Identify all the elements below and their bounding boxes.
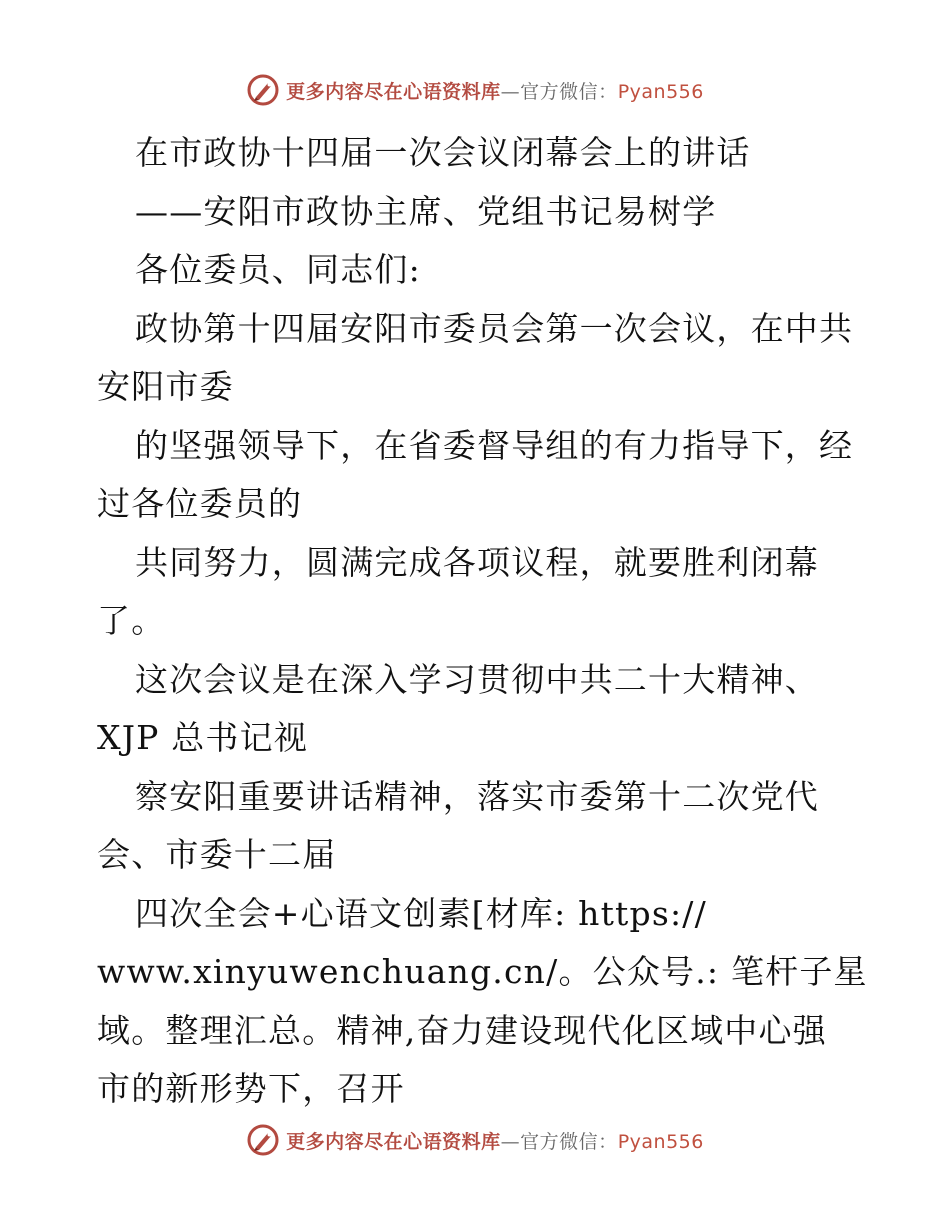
header-watermark-banner: [0, 70, 950, 110]
paragraph-line: 安阳市委: [97, 367, 234, 406]
paragraph-line: 市的新形势下，召开: [97, 1069, 405, 1108]
banner-wechat-id: Pyan556: [617, 1130, 704, 1153]
banner-site-text: 更多内容尽在心语资料库: [286, 80, 501, 103]
paragraph-line: XJP 总书记视: [97, 718, 309, 757]
paragraph-line: www.xinyuwenchuang.cn/。公众号.: 笔杆子星: [97, 952, 868, 991]
banner-site-text: 更多内容尽在心语资料库: [286, 1130, 501, 1153]
paragraph-line: 了。: [97, 601, 166, 640]
paragraph-line: ——安阳市政协主席、党组书记易树学: [135, 191, 717, 231]
paragraph-line: 会、市委十二届: [97, 835, 337, 874]
paragraph-line: 察安阳重要讲话精神，落实市委第十二次党代: [135, 776, 819, 816]
paragraph-line: 各位委员、同志们:: [135, 250, 421, 289]
fountain-pen-logo-icon: [246, 73, 280, 107]
paragraph-line: 的坚强领导下，在省委督导组的有力指导下，经: [135, 425, 854, 465]
banner-wechat-label: 官方微信：: [520, 1130, 618, 1153]
document-body: [97, 124, 867, 1119]
paragraph-line: 在市政协十四届一次会议闭幕会上的讲话: [135, 133, 751, 172]
footer-watermark-banner: [0, 1120, 950, 1160]
paragraph-line: 共同努力，圆满完成各项议程，就要胜利闭幕: [135, 542, 819, 582]
banner-wechat-id: Pyan556: [617, 80, 704, 103]
paragraph-line: 政协第十四届安阳市委员会第一次会议，在中共: [135, 308, 854, 348]
banner-wechat-label: 官方微信：: [520, 80, 618, 103]
fountain-pen-logo-icon: [246, 1123, 280, 1157]
paragraph-line: 过各位委员的: [97, 484, 303, 523]
paragraph-line: 这次会议是在深入学习贯彻中共二十大精神、: [135, 659, 819, 699]
paragraph-line: 域。整理汇总。精神,奋力建设现代化区域中心强: [97, 1010, 827, 1050]
banner-separator: —: [500, 80, 521, 103]
paragraph-line: 四次全会+心语文创素[材库: https://: [135, 893, 707, 933]
banner-separator: —: [500, 1130, 521, 1153]
